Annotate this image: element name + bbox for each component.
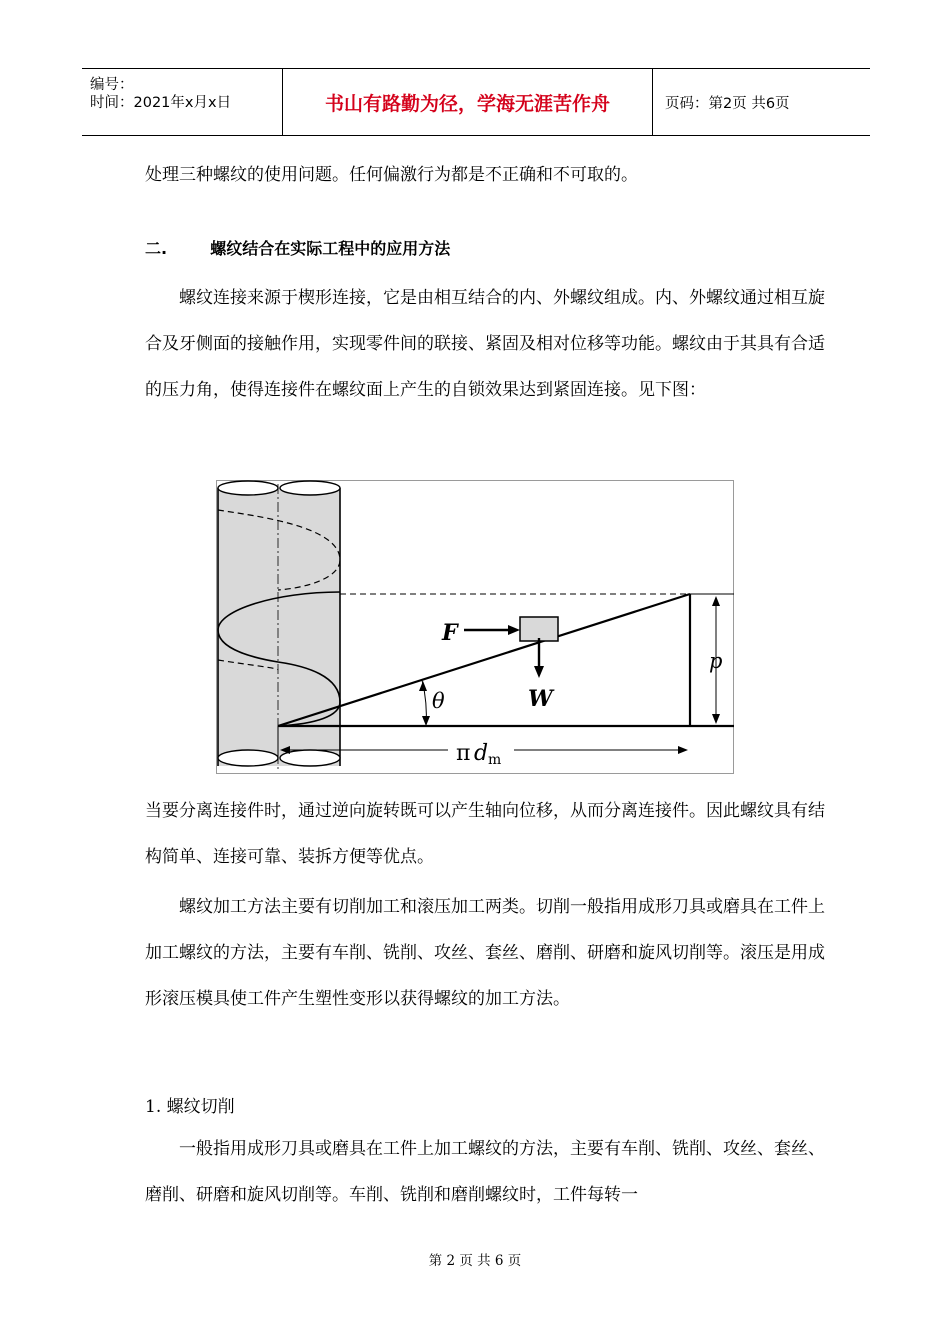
page-header (82, 68, 870, 136)
paragraph-separation: 当要分离连接件时，通过逆向旋转既可以产生轴向位移，从而分离连接件。因此螺纹具有结构简单、连接可靠、装拆方便等优点。 (145, 801, 825, 867)
section-number: 二. (145, 239, 168, 258)
label-m: m (488, 752, 502, 768)
header-motto: 书山有路勤为径，学海无涯苦作舟 (283, 69, 653, 135)
time-label: 时间：2021年x月x日 (90, 95, 232, 111)
paragraph-processing-methods: 螺纹加工方法主要有切削加工和滚压加工两类。切削一般指用成形刀具或磨具在工件上加工螺纹的方法，主要有车削、铣削、攻丝、套丝、磨削、研磨和旋风切削等。滚压是用成形滚压模具使工件产生塑性变形以获得螺纹的加工方法。 (145, 897, 825, 1009)
figure-svg (216, 480, 734, 774)
header-page-info: 页码：第2页 共6页 (665, 95, 790, 112)
cylinder-bottom-ellipse-left (218, 750, 278, 766)
section-heading (145, 236, 450, 259)
cylinder-body (218, 488, 340, 766)
label-d: d (474, 741, 489, 766)
paragraph-thread-cutting: 一般指用成形刀具或磨具在工件上加工螺纹的方法，主要有车削、铣削、攻丝、套丝、磨削、研磨和旋风切削等。车削、铣削和磨削螺纹时，工件每转一 (145, 1139, 825, 1205)
section-title: 螺纹结合在实际工程中的应用方法 (210, 239, 451, 258)
paragraph-thread-connection: 螺纹连接来源于楔形连接，它是由相互结合的内、外螺纹组成。内、外螺纹通过相互旋合及牙侧面的接触作用，实现零件间的联接、紧固及相对位移等功能。螺纹由于其具有合适的压力角，使得连接件在螺纹面上产生的自锁效果达到紧固连接。见下图： (145, 288, 825, 400)
cylinder-top-ellipse-right (280, 481, 340, 495)
label-pi: π (456, 741, 471, 766)
label-theta: θ (432, 689, 445, 713)
header-meta (82, 69, 283, 135)
label-F: F (442, 620, 458, 646)
label-p: p (709, 649, 723, 673)
thread-inclined-plane-figure (216, 480, 734, 774)
number-label: 编号： (90, 77, 134, 93)
page-footer: 第 2 页 共 6 页 (428, 1253, 522, 1269)
subsection-heading: 1. 螺纹切削 (145, 1097, 235, 1117)
label-W: W (528, 686, 553, 712)
cylinder-top-ellipse-left (218, 481, 278, 495)
paragraph-continued: 处理三种螺纹的使用问题。任何偏激行为都是不正确和不可取的。 (145, 165, 638, 185)
load-block (520, 617, 558, 641)
